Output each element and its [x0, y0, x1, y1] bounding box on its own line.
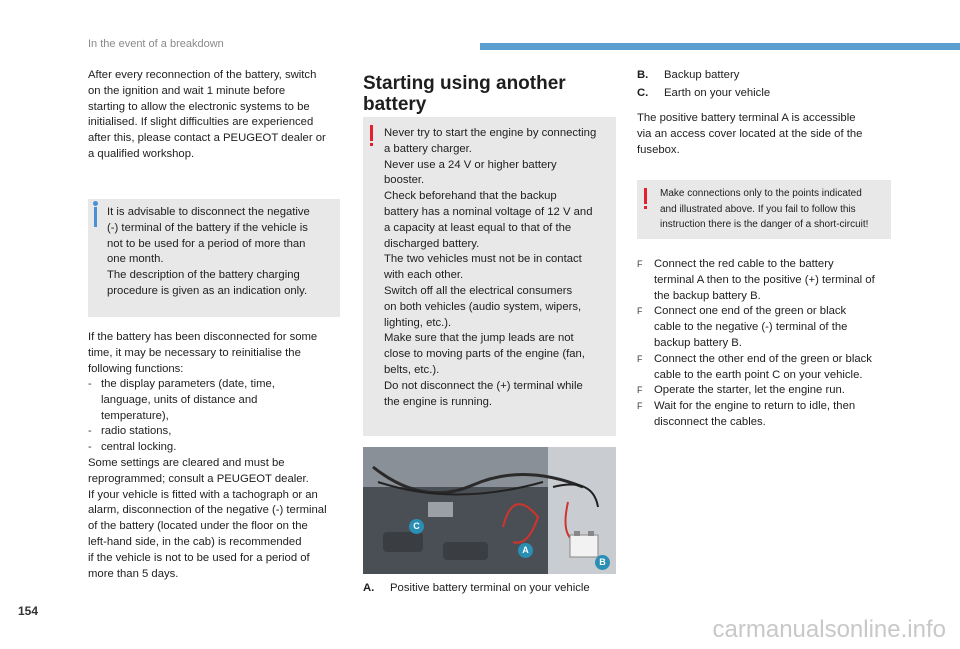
step-bullet-icon: F — [637, 385, 643, 396]
engine-bay-illustration — [363, 447, 616, 574]
legend-b — [637, 68, 897, 84]
legend-a — [363, 581, 623, 597]
warning-icon-dot — [644, 206, 647, 209]
step-bullet-icon: F — [637, 401, 643, 412]
list-item: F Operate the starter, let the engine run. — [637, 383, 899, 399]
legend-text: Earth on your vehicle — [664, 87, 771, 99]
legend-text: Positive battery terminal on your vehicle — [390, 582, 590, 594]
engine-bay-photo — [363, 447, 616, 574]
warning-box — [363, 117, 616, 436]
section-title: Starting using another battery — [363, 73, 566, 115]
step-bullet-icon: F — [637, 259, 643, 269]
short-circuit-warning-box — [637, 180, 891, 239]
steps-list — [637, 257, 899, 431]
access-paragraph: The positive battery terminal A is accessible via an access cover located at the side of the fusebox. — [637, 112, 863, 156]
watermark: carmanualsonline.info — [712, 616, 946, 643]
info-icon-bar — [94, 207, 97, 227]
list-item: - the display parameters (date, time, language, units of distance and temperature), — [88, 378, 275, 422]
legend-key: A. — [363, 582, 375, 594]
reinit-intro: If the battery has been disconnected for some time, it may be necessary to reinitialise the following functions: — [88, 331, 318, 375]
legend-key: C. — [637, 87, 649, 99]
list-item: F Connect the red cable to the battery terminal A then to the positive (+) terminal of the backup battery B. — [637, 258, 875, 302]
header-accent-bar — [480, 43, 960, 50]
warning-icon — [644, 188, 647, 204]
reinit-list — [88, 377, 348, 456]
list-item: - central locking. — [88, 441, 177, 454]
legend-key: B. — [637, 69, 649, 81]
battery-reconnect-paragraph: After every reconnection of the battery, switch on the ignition and wait 1 minute before starting to allow the electronic systems to be initialised. If slight difficulties are experienced after this, please contact a PEUGEOT dealer or a qualified workshop. — [88, 69, 326, 160]
list-item: F Connect the other end of the green or black cable to the earth point C on your vehicle. — [637, 352, 872, 381]
short-circuit-warning-text: Make connections only to the points indicated and illustrated above. If you fail to follow this instruction there is the danger of a short-circuit! — [660, 188, 869, 230]
marker-b: B — [595, 555, 610, 570]
step-bullet-icon: F — [637, 353, 643, 364]
step-bullet-icon: F — [637, 306, 643, 317]
list-item: F Wait for the engine to return to idle, then disconnect the cables. — [637, 400, 856, 428]
marker-c: C — [409, 519, 424, 534]
marker-a: A — [518, 543, 533, 558]
info-icon — [93, 201, 98, 206]
info-box — [88, 199, 340, 317]
info-box-text: It is advisable to disconnect the negative (-) terminal of the battery if the vehicle is not to be used for a period of more than one month. The description of the battery charging procedure is given as an indication only. — [107, 206, 310, 297]
page-number: 154 — [18, 604, 39, 618]
warning-text: Never try to start the engine by connecting a battery charger. Never use a 24 V or higher battery booster. Check beforehand that the backup battery has a nominal voltage of 12 V and a capacity at least equal to that of the discharged battery. The two vehicles must not be in contact with each other. Switch off all the electrical consumers on both vehicles (audio system, wipers, lighting, etc.). Make sure that the jump leads are not close to moving parts of the engine (fan, belts, etc.). Do not disconnect the (+) terminal while the engine is running. — [384, 127, 597, 408]
warning-icon-dot — [370, 143, 373, 146]
list-item: F Connect one end of the green or black cable to the negative (-) terminal of the backup battery B. — [637, 305, 848, 349]
warning-icon — [370, 125, 373, 141]
legend-text: Backup battery — [664, 69, 740, 81]
legend-c — [637, 86, 897, 102]
list-item: - radio stations, — [88, 425, 172, 438]
reinit-outro: Some settings are cleared and must be reprogrammed; consult a PEUGEOT dealer. If your vehicle is fitted with a tachograph or an alarm, disconnection of the negative (-) terminal of the battery (located under the floor on the left-hand side, in the cab) is recommended if the vehicle is not to be used for a period of more than 5 days. — [88, 457, 327, 580]
running-header: In the event of a breakdown — [88, 38, 224, 50]
